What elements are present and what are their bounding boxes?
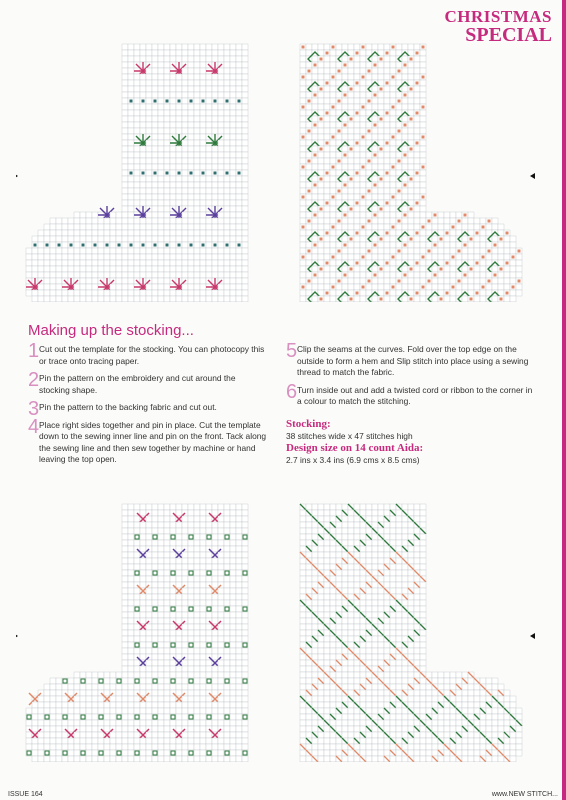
steps-right (286, 340, 536, 414)
site-label: www.NEW STITCH... (491, 791, 558, 798)
step-5 (286, 340, 536, 379)
chart-crosses (16, 500, 256, 762)
stocking-size: 38 stitches wide x 47 stitches high (286, 431, 413, 441)
step-1 (28, 340, 268, 367)
step-3 (28, 398, 268, 420)
step-number: 2 (28, 369, 40, 391)
stocking-info (286, 418, 423, 466)
step-number: 5 (286, 340, 298, 362)
design-size: 2.7 ins x 3.4 ins (6.9 cms x 8.5 cms) (286, 455, 420, 465)
header-line2: SPECIAL (465, 24, 552, 46)
step-text: Pin the pattern on the embroidery and cut around the stocking shape. (39, 373, 236, 395)
step-text: Place right sides together and pin in place. Cut the template down to the sewing inner line and pin on the front. Tack along the sewing line and then sew together by machine or hand leaving the top open. (39, 419, 267, 464)
step-number: 3 (28, 398, 40, 420)
chart-lattice (296, 500, 536, 762)
step-number: 4 (28, 415, 40, 438)
issue-label: ISSUE 164 (8, 791, 43, 798)
step-text: Turn inside out and add a twisted cord or ribbon to the corner in a colour to match the stitching. (297, 384, 533, 406)
design-size-heading: Design size on 14 count Aida: (286, 442, 424, 454)
step-2 (28, 369, 268, 396)
stocking-heading: Stocking: (286, 418, 331, 430)
header-line1: CHRISTMAS (444, 7, 552, 26)
chart-stars (16, 40, 256, 302)
chart-diamonds (296, 40, 536, 302)
step-text: Pin the pattern to the backing fabric and cut out. (39, 402, 217, 412)
step-6 (286, 380, 536, 408)
step-text: Cut out the template for the stocking. You can photocopy this or trace onto tracing paper. (39, 344, 265, 366)
page-edge-stripe (562, 0, 566, 800)
steps-left (28, 340, 268, 472)
step-number: 6 (286, 380, 298, 403)
step-number: 1 (28, 340, 40, 362)
section-title: Making up the stocking... (28, 322, 194, 339)
step-4 (28, 415, 268, 466)
step-text: Clip the seams at the curves. Fold over the top edge on the outside to form a hem and Slip stitch into place using a sewing thread to match the fabric. (297, 344, 529, 377)
